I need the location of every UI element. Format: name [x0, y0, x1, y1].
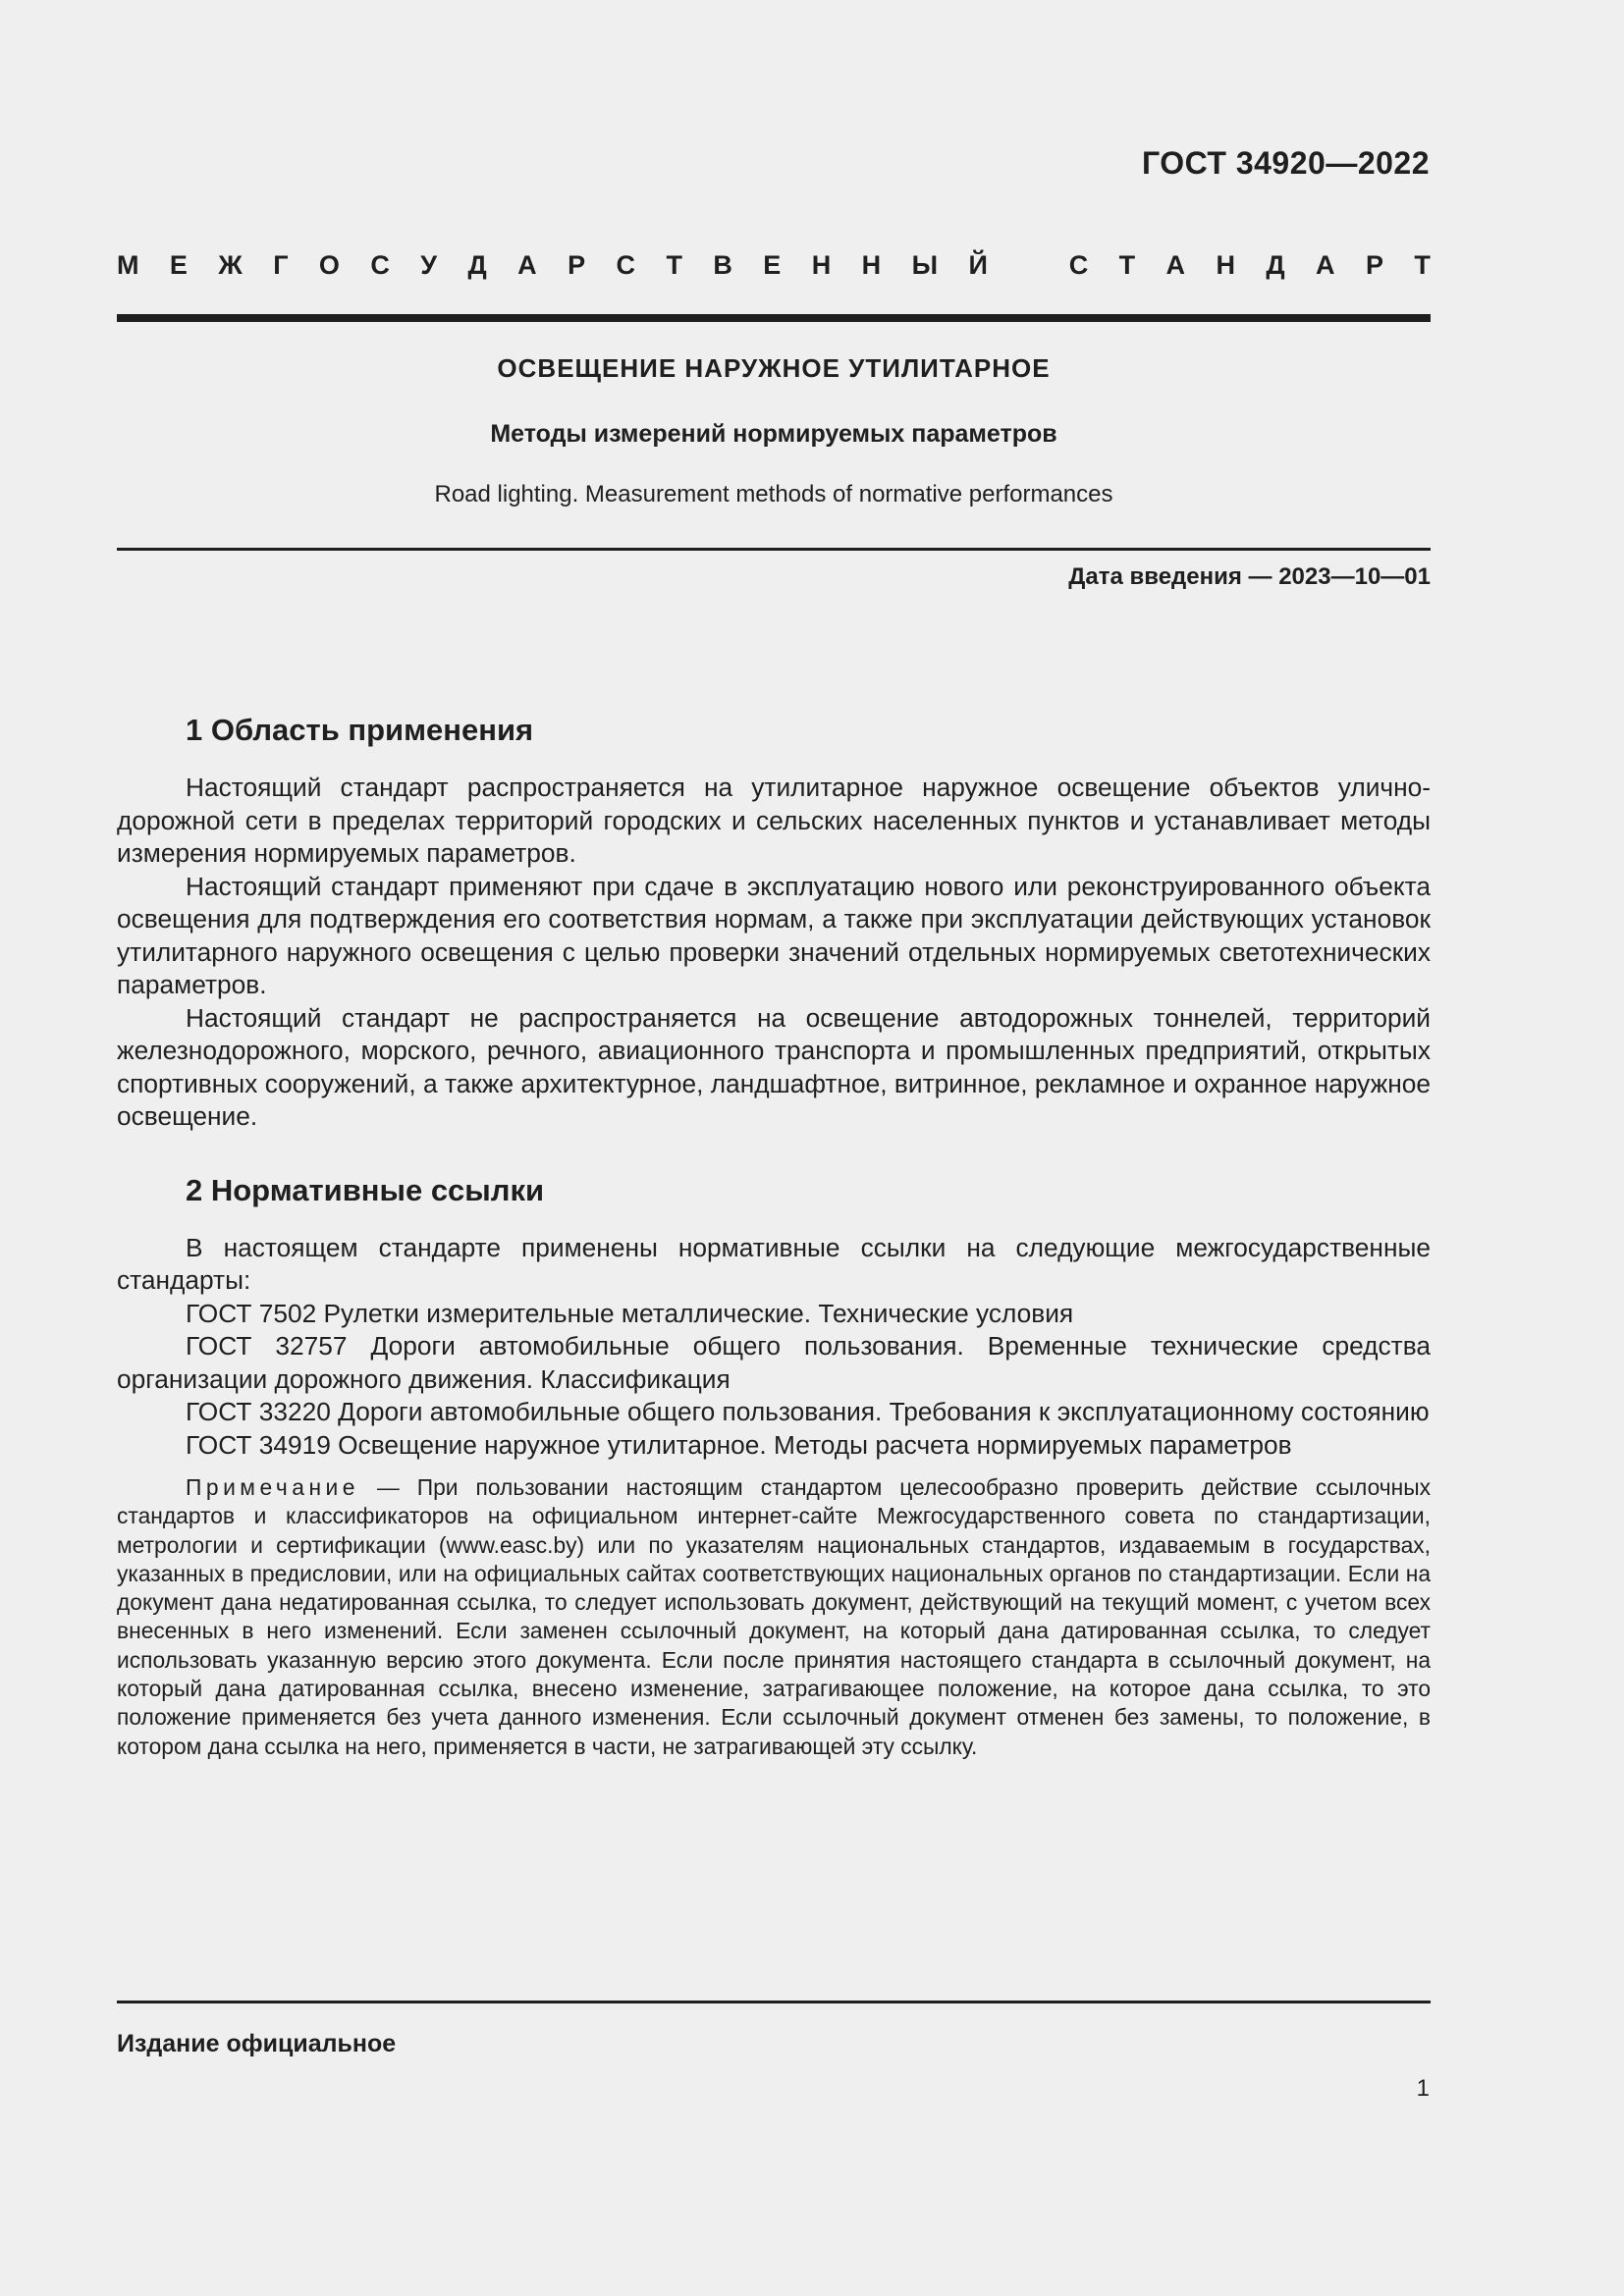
header-band-letter: Т: [1414, 250, 1431, 280]
header-band-letter: Р: [1365, 250, 1383, 280]
header-band-letter: Р: [568, 250, 586, 280]
header-band-letter: Ж: [218, 250, 243, 280]
document-title: ОСВЕЩЕНИЕ НАРУЖНОЕ УТИЛИТАРНОЕ: [497, 353, 1051, 383]
header-band-letter: Т: [666, 250, 682, 280]
header-band-letter: С: [370, 250, 390, 280]
header-rule: [117, 314, 1431, 322]
official-edition-label: Издание официальное: [117, 2030, 397, 2057]
reference-item: ГОСТ 32757 Дороги автомобильные общего пользования. Временные технические средства организации дорожного движения. Классификация: [117, 1331, 1431, 1394]
note-text: — При пользовании настоящим стандартом целесообразно проверить действие ссылочных стандартов и классификаторов на официальном интернет-сайте Межгосударственного совета по стандартизации, метрологии и сертификации (www.easc.by) или по указателям национальных стандартов, издаваемым в государствах, указанных в предисловии, или на официальных сайтах соответствующих национальных органов по стандартизации. Если на документ дана недатированная ссылка, то следует использовать документ, действующий на текущий момент, с учетом всех внесенных в него изменений. Если заменен ссылочный документ, на который дана датированная ссылка, то следует использовать указанную версию этого документа. Если после принятия настоящего стандарта в ссылочный документ, на который дана датированная ссылка, внесено изменение, затрагивающее положение, на которое дана ссылка, то это положение применяется без учета данного изменения. Если ссылочный документ отменен без замены, то положение, в котором дана ссылка на него, применяется в части, не затрагивающей эту ссылку.: [117, 1474, 1431, 1759]
header-band-letter: Е: [763, 250, 782, 280]
reference-note: [117, 1473, 1431, 1761]
header-band-letter: Е: [169, 250, 188, 280]
header-band-letter: А: [517, 250, 537, 280]
header-band-letter: А: [1165, 250, 1186, 280]
section-2-intro: В настоящем стандарте применены нормативные ссылки на следующие межгосударственные стандарты:: [117, 1232, 1431, 1295]
header-band-letter: Т: [1118, 250, 1136, 280]
header-band-spacer: [1018, 250, 1038, 281]
header-band-letter: Г: [273, 250, 289, 280]
header-band-letter: М: [117, 250, 139, 280]
section-1-paragraph: Настоящий стандарт применяют при сдаче в эксплуатацию нового или реконструированного объекта освещения для подтверждения его соответствия нормам, а также при эксплуатации действующих установок утилитарного наружного освещения с целью проверки значений отдельных нормируемых светотехнических параметров.: [117, 871, 1431, 999]
header-band-letter: Й: [968, 250, 988, 280]
header-band-letter: О: [318, 250, 340, 280]
header-band-letter: У: [420, 250, 438, 280]
note-label: Примечание: [186, 1474, 359, 1500]
header-band: [117, 250, 1431, 281]
document-code: ГОСТ 34920—2022: [1141, 145, 1430, 181]
reference-item: ГОСТ 7502 Рулетки измерительные металлические. Технические условия: [186, 1298, 1074, 1328]
header-band-letter: Н: [811, 250, 832, 280]
header-band-letter: С: [1068, 250, 1089, 280]
header-band-letter: Д: [1266, 250, 1285, 280]
header-band-letter: Н: [1216, 250, 1235, 280]
header-band-letter: А: [1316, 250, 1335, 280]
reference-item: ГОСТ 33220 Дороги автомобильные общего пользования. Требования к эксплуатационному состоянию: [186, 1397, 1430, 1426]
date-of-introduction: Дата введения — 2023—10—01: [1068, 563, 1431, 590]
section-1-heading: 1 Область применения: [186, 713, 534, 747]
reference-list: [117, 1298, 1431, 1463]
footer-rule: [117, 2001, 1431, 2003]
section-1-paragraph: Настоящий стандарт распространяется на утилитарное наружное освещение объектов улично-дорожной сети в пределах территорий городских и сельских населенных пунктов и устанавливает методы измерения нормируемых параметров.: [117, 773, 1431, 868]
header-band-letter: В: [713, 250, 732, 280]
title-rule: [117, 548, 1431, 551]
header-band-letter: Ы: [911, 250, 939, 280]
document-subtitle: Методы измерений нормируемых параметров: [490, 420, 1057, 448]
page-number: 1: [1416, 2075, 1430, 2102]
document-body: [117, 707, 1431, 1784]
section-1-paragraph: Настоящий стандарт не распространяется на освещение автодорожных тоннелей, территорий железнодорожного, морского, речного, авиационного транспорта и промышленных предприятий, открытых спортивных сооружений, а также архитектурное, ландшафтное, витринное, рекламное и охранное наружное освещение.: [117, 1002, 1431, 1131]
document-subtitle-en: Road lighting. Measurement methods of normative performances: [434, 481, 1113, 507]
header-band-letter: С: [616, 250, 636, 280]
section-2-heading: 2 Нормативные ссылки: [186, 1172, 545, 1207]
header-band-letter: Д: [467, 250, 487, 280]
reference-item: ГОСТ 34919 Освещение наружное утилитарное. Методы расчета нормируемых параметров: [186, 1429, 1292, 1460]
header-band-letter: Н: [861, 250, 882, 280]
